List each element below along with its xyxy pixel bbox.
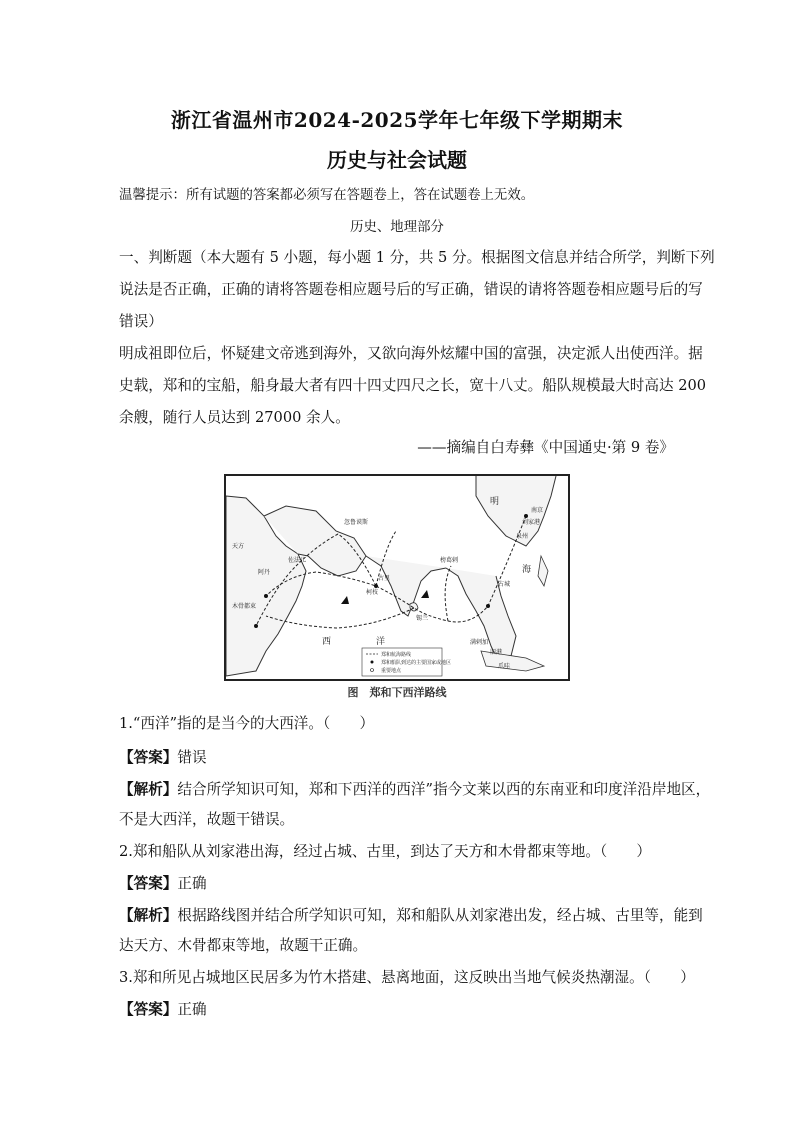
answer-3 xyxy=(119,1000,679,1020)
section-heading: 历史、地理部分 xyxy=(350,220,444,235)
label-manlajia: 满剌加 xyxy=(470,639,489,646)
analysis-label: 【解析】 xyxy=(119,907,178,924)
question-1: 1.“西洋”指的是当今的大西洋。（ ） xyxy=(119,715,375,732)
answer-value: 正确 xyxy=(177,875,207,892)
label-bangge: 榜葛剌 xyxy=(440,557,459,564)
analysis-1-line-2: 不是大西洋，故题干错误。 xyxy=(119,811,295,828)
map-caption: 图 郑和下西洋路线 xyxy=(347,686,447,699)
answer-value: 错误 xyxy=(177,749,207,766)
place-dot xyxy=(524,514,528,518)
label-jiaoshan: 爪哇 xyxy=(498,663,511,670)
analysis-2-line-1 xyxy=(119,906,703,926)
intro-line-3: 错误） xyxy=(119,313,163,330)
source-citation: ——摘编自白寿彝《中国通史·第 9 卷》 xyxy=(417,439,674,456)
label-liujiagang: 刘家港 xyxy=(522,519,541,526)
label-nanjing: 南京 xyxy=(531,507,544,514)
legend-item-route: 郑和航海路线 xyxy=(381,652,412,658)
label-zhancheng: 占城 xyxy=(498,581,511,588)
ship-icon xyxy=(341,596,349,604)
label-guli: 古里 xyxy=(378,575,391,582)
coast-philippines xyxy=(538,556,548,586)
map-svg xyxy=(226,476,568,679)
zhenghe-route-map xyxy=(224,474,570,681)
intro-line-2: 说法是否正确，正确的请将答题卷相应题号后的写正确，错误的请将答题卷相应题号后的写 xyxy=(119,281,703,298)
label-xi: 西 xyxy=(322,637,332,647)
label-tianfang: 天方 xyxy=(232,543,245,550)
analysis-text: 结合所学知识可知，郑和下西洋的西洋”指今文莱以西的东南亚和印度洋沿岸地区， xyxy=(177,781,711,798)
passage-line-3: 余艘，随行人员达到 27000 余人。 xyxy=(119,409,350,426)
question-2: 2.郑和船队从刘家港出海，经过占城、古里，到达了天方和木骨都束等地。（ ） xyxy=(119,843,652,860)
analysis-1-line-1 xyxy=(119,780,711,800)
passage-line-1: 明成祖即位后，怀疑建文帝逃到海外，又欲向海外炫耀中国的富强，决定派人出使西洋。据 xyxy=(119,345,703,362)
analysis-text: 根据路线图并结合所学知识可知，郑和船队从刘家港出发，经占城、古里等，能到 xyxy=(177,907,703,924)
label-yang: 洋 xyxy=(376,637,386,647)
label-ming: 明 xyxy=(490,497,500,507)
legend-item-countries: 郑和船队到达的主要国家或地区 xyxy=(381,660,452,666)
label-mugudushu: 木骨都束 xyxy=(232,603,257,610)
route-bengal xyxy=(445,566,451,621)
intro-line-1: 一、判断题（本大题有 5 小题，每小题 1 分，共 5 分。根据图文信息并结合所学，判断下列 xyxy=(119,249,715,266)
answer-label: 【答案】 xyxy=(119,875,178,892)
map-legend xyxy=(362,648,451,676)
label-zufaer: 佐法儿 xyxy=(288,557,307,564)
place-dot xyxy=(254,624,258,628)
notice-text: 温馨提示：所有试题的答案都必须写在答题卷上，答在试题卷上无效。 xyxy=(119,188,535,203)
answer-2 xyxy=(119,874,679,894)
analysis-2-line-2: 达天方、木骨都束等地，故题干正确。 xyxy=(119,937,368,954)
legend-item-places: 重要地点 xyxy=(381,668,402,674)
answer-1 xyxy=(119,748,679,768)
label-quanzhou: 泉州 xyxy=(516,533,529,540)
title-line-2: 历史与社会试题 xyxy=(327,148,467,172)
label-jiugang: 旧港 xyxy=(490,649,503,656)
answer-label: 【答案】 xyxy=(119,749,178,766)
label-abudan: 阿丹 xyxy=(258,569,271,576)
answer-label: 【答案】 xyxy=(119,1001,178,1018)
title-line-1: 浙江省温州市2024-2025学年七年级下学期期末 xyxy=(170,108,624,132)
place-dot xyxy=(374,584,378,588)
label-hai: 海 xyxy=(522,565,532,575)
analysis-label: 【解析】 xyxy=(119,781,178,798)
label-kezhi: 柯枝 xyxy=(366,589,379,596)
label-hulumosi: 忽鲁谟斯 xyxy=(344,519,369,526)
passage-line-2: 史载，郑和的宝船，船身最大者有四十四丈四尺之长，宽十八丈。船队规模最大时高达 200 xyxy=(119,377,707,394)
question-3: 3.郑和所见占城地区民居多为竹木搭建、悬离地面，这反映出当地气候炎热潮湿。（ ） xyxy=(119,969,695,986)
ship-icon xyxy=(421,590,429,598)
place-dot xyxy=(486,604,490,608)
label-xilan: 锡兰 xyxy=(416,615,429,622)
answer-value: 正确 xyxy=(177,1001,207,1018)
place-dot xyxy=(264,594,268,598)
